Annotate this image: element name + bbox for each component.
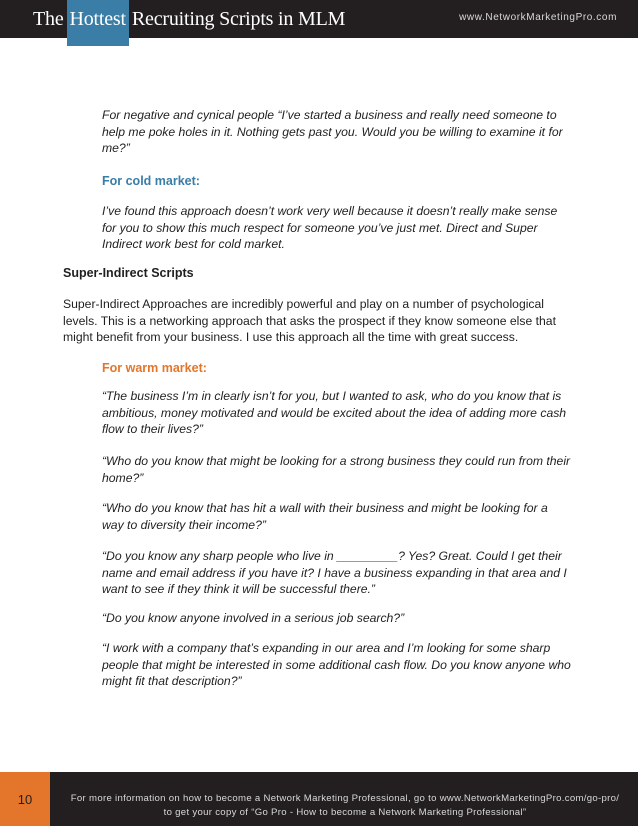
negative-people-script: For negative and cynical people “I’ve started a business and really need someone to help me poke holes in it. Nothing gets past you. Would you be willing to examine it for me?”: [102, 108, 563, 155]
header-title: [33, 0, 345, 38]
footer-text: [58, 792, 632, 820]
cold-market-text: I’ve found this approach doesn’t work very well because it doesn’t really make sense for you to show this much respect for someone you’ve just met. Direct and Super Indirect work best for cold market.: [102, 204, 558, 251]
page-footer: [0, 772, 638, 826]
script-item: “Do you know any sharp people who live in _________? Yes? Great. Could I get their name and email address if you have it? I have a business expanding in that area and I want to see if they think it will be successful there.”: [102, 549, 567, 596]
super-indirect-heading: Super-Indirect Scripts: [63, 266, 194, 280]
footer-line-1: For more information on how to become a Network Marketing Professional, go to www.NetworkMarketingPro.com/go-pro/: [70, 793, 620, 804]
script-item: “Who do you know that might be looking for a strong business they could run from their home?”: [102, 454, 571, 485]
script-item: “I work with a company that’s expanding in our area and I’m looking for some sharp people that might be interested in some additional cash flow. Do you know anyone who might fit that description?”: [102, 641, 571, 688]
footer-line-2: to get your copy of “Go Pro - How to become a Network Marketing Professional”: [163, 807, 527, 818]
header-title-post: Recruiting Scripts in MLM: [131, 7, 346, 30]
header-title-pre: The: [33, 7, 64, 30]
script-item: “The business I’m in clearly isn’t for you, but I wanted to ask, who do you know that is ambitious, money motivated and would be excited about the idea of adding more cash flow to their lives?”: [102, 389, 567, 436]
header-url: www.NetworkMarketingPro.com: [459, 12, 617, 23]
header-title-highlight: Hottest: [67, 0, 129, 46]
script-item: “Who do you know that has hit a wall with their business and might be looking for a way to diversity their income?”: [102, 501, 548, 532]
cold-market-heading: For cold market:: [102, 174, 200, 188]
page-number: 10: [0, 772, 50, 826]
super-indirect-text: Super-Indirect Approaches are incredibly powerful and play on a number of psychological levels. This is a networking approach that asks the prospect if they know someone else that might benefit from your business. I use this approach all the time with great success.: [63, 297, 556, 344]
script-item: “Do you know anyone involved in a serious job search?”: [102, 611, 405, 625]
page-header: [0, 0, 638, 38]
warm-market-heading: For warm market:: [102, 361, 207, 375]
